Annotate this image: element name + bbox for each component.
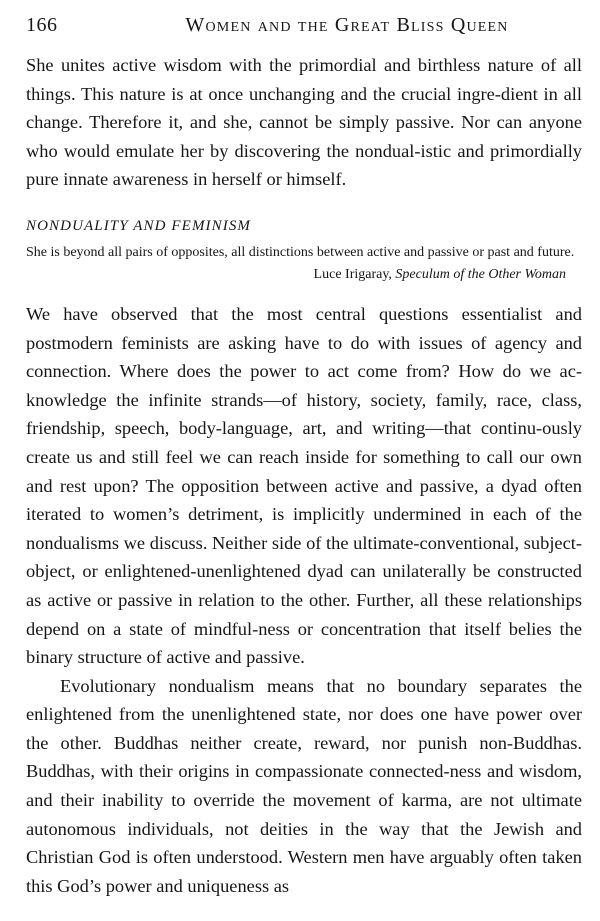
epigraph-quote: She is beyond all pairs of opposites, all distinctions between active and passive or past and future. xyxy=(26,244,575,260)
body-paragraph: Evolutionary nondualism means that no boundary separates the enlightened from the unenlightened state, nor does one have power over the other. Buddhas neither create, reward, nor punish non-Buddhas. Buddhas, with their origins in compassionate connected-ness and wisdom, and their inability to override the movement of karma, are not ultimate autonomous individuals, not deities in the way that the Jewish and Christian God is often understood. Western men have arguably often taken this God’s power and uniqueness as xyxy=(26,675,582,896)
book-title: Women and the Great Bliss Queen xyxy=(185,14,509,36)
epigraph-attribution xyxy=(26,265,566,284)
epigraph-work: Speculum of the Other Woman xyxy=(395,266,566,282)
body-paragraph: We have observed that the most central questions essentialist and postmodern feminists are asking have to do with issues of agency and connection. Where does the power to act come from? How do we ac-knowledge the infinite strands—of history, society, family, race, class, friendship, speech, body-language, art, and writing—that continu-ously create us and still feel we can reach inside for something to call our own and rest upon? The opposition between active and passive, a dyad often iterated to women’s detriment, is implicitly undermined in each of the nondualisms we discuss. Neither side of the ultimate-conventional, subject-object, or enlightened-unenlightened dyad can unilaterally be constructed as active or passive in relation to the other. Further, all these relationships depend on a state of mindful-ness or concentration that itself belies the binary structure of active and passive. xyxy=(26,303,582,668)
page-number: 166 xyxy=(26,14,58,36)
epigraph-author: Luce Irigaray, xyxy=(313,266,392,282)
section-heading: NONDUALITY AND FEMINISM xyxy=(26,217,252,234)
running-head xyxy=(26,0,582,44)
opening-paragraph: She unites active wisdom with the primordial and birthless nature of all things. This nature is at once unchanging and the crucial ingre-dient in all change. Therefore it, and she, cannot be simply passive. Nor can anyone who would emulate her by discovering the nondual-istic and primordially pure innate awareness in herself or himself. xyxy=(26,55,582,190)
